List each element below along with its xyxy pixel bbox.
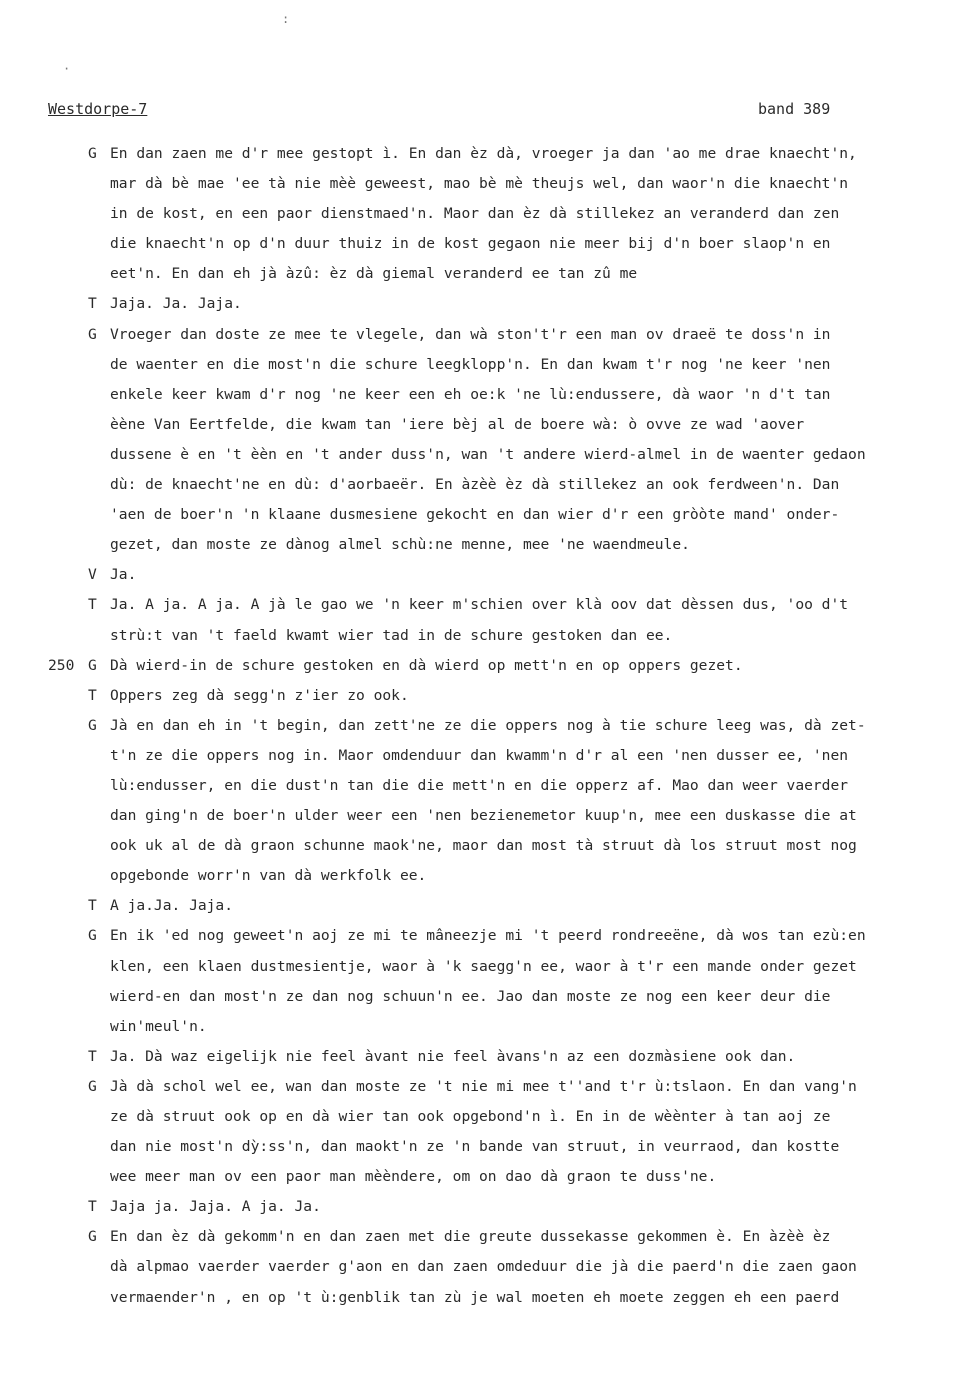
line-text: dan nie most'n dỳ:ss'n, dan maokt'n ze 'n bande van struut, in veurraod, dan kostte — [110, 1138, 840, 1156]
speaker-label: G — [88, 1228, 97, 1246]
transcript-line — [0, 320, 979, 350]
speaker-turn — [0, 1192, 979, 1222]
transcript-line — [0, 199, 979, 229]
transcript-line — [0, 1042, 979, 1072]
line-text: lù:endusser, en die dust'n tan die die mett'n en die opperz af. Mao dan weer vaerder — [110, 776, 849, 794]
transcript-line — [0, 771, 979, 801]
speaker-turn — [0, 320, 979, 561]
scan-mark: · — [63, 62, 71, 76]
line-text: de waenter en die most'n die schure leegklopp'n. En dan kwam t'r nog 'ne keer 'nen — [110, 355, 831, 373]
line-text: Vroeger dan doste ze mee te vlegele, dan wà ston't'r een man ov draeë te doss'n in — [110, 325, 831, 343]
transcript-line — [0, 139, 979, 169]
line-text: èène Van Eertfelde, die kwam tan 'iere bèj al de boere wà: ò ovve ze wad 'aover — [110, 415, 805, 433]
transcript-line — [0, 410, 979, 440]
line-text: klen, een klaen dustmesientje, waor à 'k saegg'n ee, waor à t'r een mande onder gezet — [110, 957, 857, 975]
line-text: mar dà bè mae 'ee tà nie mèè geweest, mao bè mè theujs wel, dan waor'n die knaecht'n — [110, 175, 849, 193]
speaker-label: T — [88, 897, 97, 915]
speaker-turn — [0, 651, 979, 681]
transcript-line — [0, 1162, 979, 1192]
transcript-line — [0, 1222, 979, 1252]
transcript-line — [0, 982, 979, 1012]
line-text: gezet, dan moste ze dànog almel schù:ne menne, mee 'ne waendmeule. — [110, 536, 690, 554]
transcript-line — [0, 169, 979, 199]
transcript-line — [0, 741, 979, 771]
line-text: ook uk al de dà graon schunne maok'ne, maor dan most tà struut dà los struut most nog — [110, 837, 857, 855]
transcript-line — [0, 651, 979, 681]
line-text: dù: de knaecht'ne en dù: d'aorbaeër. En àzèè èz dà stillekez an ook ferdween'n. Dan — [110, 476, 840, 494]
speaker-label: G — [88, 325, 97, 343]
transcript-line — [0, 590, 979, 620]
line-text: Dà wierd-in de schure gestoken en dà wierd op mett'n en op oppers gezet. — [110, 656, 743, 674]
transcript-line — [0, 831, 979, 861]
speaker-turn — [0, 1222, 979, 1312]
transcript-line — [0, 289, 979, 319]
transcript-line — [0, 921, 979, 951]
line-text: die knaecht'n op d'n duur thuiz in de kost gegaon nie meer bij d'n boer slaop'n en — [110, 235, 831, 253]
speaker-label: G — [88, 927, 97, 945]
transcript-line — [0, 801, 979, 831]
transcript-line — [0, 1072, 979, 1102]
line-text: dan ging'n de boer'n ulder weer een 'nen bezienemetor kuup'n, mee een duskasse die at — [110, 807, 857, 825]
line-text: Jaja. Ja. Jaja. — [110, 295, 242, 313]
line-text: En ik 'ed nog geweet'n aoj ze mi te mâneezje mi 't peerd rondreeëne, dà wos tan ezù:en — [110, 927, 866, 945]
line-text: A ja.Ja. Jaja. — [110, 897, 234, 915]
line-text: Jà en dan eh in 't begin, dan zett'ne ze die oppers nog à tie schure leeg was, dà zet- — [110, 716, 866, 734]
line-text: dussene è en 't èèn en 't ander duss'n, wan 't andere wierd-almel in de waenter gedaon — [110, 445, 866, 463]
line-text: t'n ze die oppers nog in. Maor omdenduur dan kwamm'n d'r al een 'nen dusser ee, 'nen — [110, 746, 849, 764]
transcript-line — [0, 500, 979, 530]
transcript-line — [0, 1252, 979, 1282]
line-text: Ja. Dà waz eigelijk nie feel àvant nie feel àvans'n az een dozmàsiene ook dan. — [110, 1047, 796, 1065]
speaker-label: T — [88, 686, 97, 704]
transcript-line — [0, 861, 979, 891]
speaker-turn — [0, 590, 979, 650]
transcript-line — [0, 229, 979, 259]
transcript-line — [0, 711, 979, 741]
speaker-turn — [0, 1072, 979, 1192]
line-text: Oppers zeg dà segg'n z'ier zo ook. — [110, 686, 409, 704]
line-text: En dan zaen me d'r mee gestopt ì. En dan èz dà, vroeger ja dan 'ao me drae knaecht'n, — [110, 145, 857, 162]
transcript-line — [0, 440, 979, 470]
speaker-turn — [0, 139, 979, 289]
line-text: Ja. — [110, 566, 137, 584]
line-text: ze dà struut ook op en dà wier tan ook opgebond'n ì. En in de wèènter à tan aoj ze — [110, 1108, 831, 1125]
scan-mark: : — [282, 12, 290, 26]
line-text: vermaender'n , en op 't ù:genblik tan zù je wal moeten eh moete zeggen eh een paerd — [110, 1288, 840, 1306]
document-id: Westdorpe-7 — [48, 100, 148, 118]
speaker-label: G — [88, 1077, 97, 1095]
speaker-label: T — [88, 596, 97, 614]
transcript-line — [0, 1102, 979, 1132]
speaker-turn — [0, 891, 979, 921]
line-text: enkele keer kwam d'r nog 'ne keer een eh oe:k 'ne lù:endussere, dà waor 'n d't tan — [110, 385, 831, 403]
line-text: wierd-en dan most'n ze dan nog schuun'n ee. Jao dan moste ze nog een keer deur die — [110, 987, 831, 1005]
transcript-line — [0, 350, 979, 380]
transcript-line — [0, 681, 979, 711]
transcript-line — [0, 259, 979, 289]
speaker-label: G — [88, 716, 97, 734]
transcript-line — [0, 1283, 979, 1313]
transcript-line — [0, 952, 979, 982]
transcript-line — [0, 560, 979, 590]
line-text: wee meer man ov een paor man mèèndere, om on dao dà graon te duss'ne. — [110, 1168, 717, 1186]
speaker-turn — [0, 921, 979, 1041]
line-text: eet'n. En dan eh jà àzû: èz dà giemal veranderd ee tan zû me — [110, 265, 638, 283]
transcript-body — [0, 139, 979, 1313]
transcript-line — [0, 891, 979, 921]
speaker-turn — [0, 681, 979, 711]
speaker-label: V — [88, 566, 97, 584]
transcript-line — [0, 380, 979, 410]
speaker-turn — [0, 1042, 979, 1072]
transcript-line — [0, 1012, 979, 1042]
speaker-turn — [0, 560, 979, 590]
transcript-line — [0, 1192, 979, 1222]
transcript-line — [0, 530, 979, 560]
transcript-line — [0, 1132, 979, 1162]
speaker-turn — [0, 711, 979, 892]
line-text: Jaja ja. Jaja. A ja. Ja. — [110, 1198, 321, 1216]
line-text: in de kost, en een paor dienstmaed'n. Maor dan èz dà stillekez an veranderd dan zen — [110, 205, 840, 223]
band-number: band 389 — [758, 100, 831, 118]
line-text: Ja. A ja. A ja. A jà le gao we 'n keer m'schien over klà oov dat dèssen dus, 'oo d't — [110, 596, 849, 614]
speaker-label: T — [88, 1198, 97, 1216]
page-header — [48, 100, 839, 122]
line-number: 250 — [48, 656, 75, 674]
line-text: strù:t van 't faeld kwamt wier tad in de schure gestoken dan ee. — [110, 626, 673, 644]
transcript-line — [0, 470, 979, 500]
line-text: win'meul'n. — [110, 1017, 207, 1035]
speaker-label: T — [88, 1047, 97, 1065]
speaker-turn — [0, 289, 979, 319]
line-text: opgebonde worr'n van dà werkfolk ee. — [110, 867, 427, 885]
line-text: dà alpmao vaerder vaerder g'aon en dan zaen omdeduur die jà die paerd'n die zaen gaon — [110, 1258, 857, 1276]
line-text: En dan èz dà gekomm'n en dan zaen met die greute dussekasse gekommen è. En àzèè èz — [110, 1228, 831, 1246]
speaker-label: G — [88, 145, 97, 162]
line-text: 'aen de boer'n 'n klaane dusmesiene gekocht en dan wier d'r een gròòte mand' onder- — [110, 506, 840, 524]
speaker-label: T — [88, 295, 97, 313]
speaker-label: G — [88, 656, 97, 674]
transcript-line — [0, 621, 979, 651]
line-text: Jà dà schol wel ee, wan dan moste ze 't nie mi mee t''and t'r ù:tslaon. En dan vang'n — [110, 1077, 857, 1095]
